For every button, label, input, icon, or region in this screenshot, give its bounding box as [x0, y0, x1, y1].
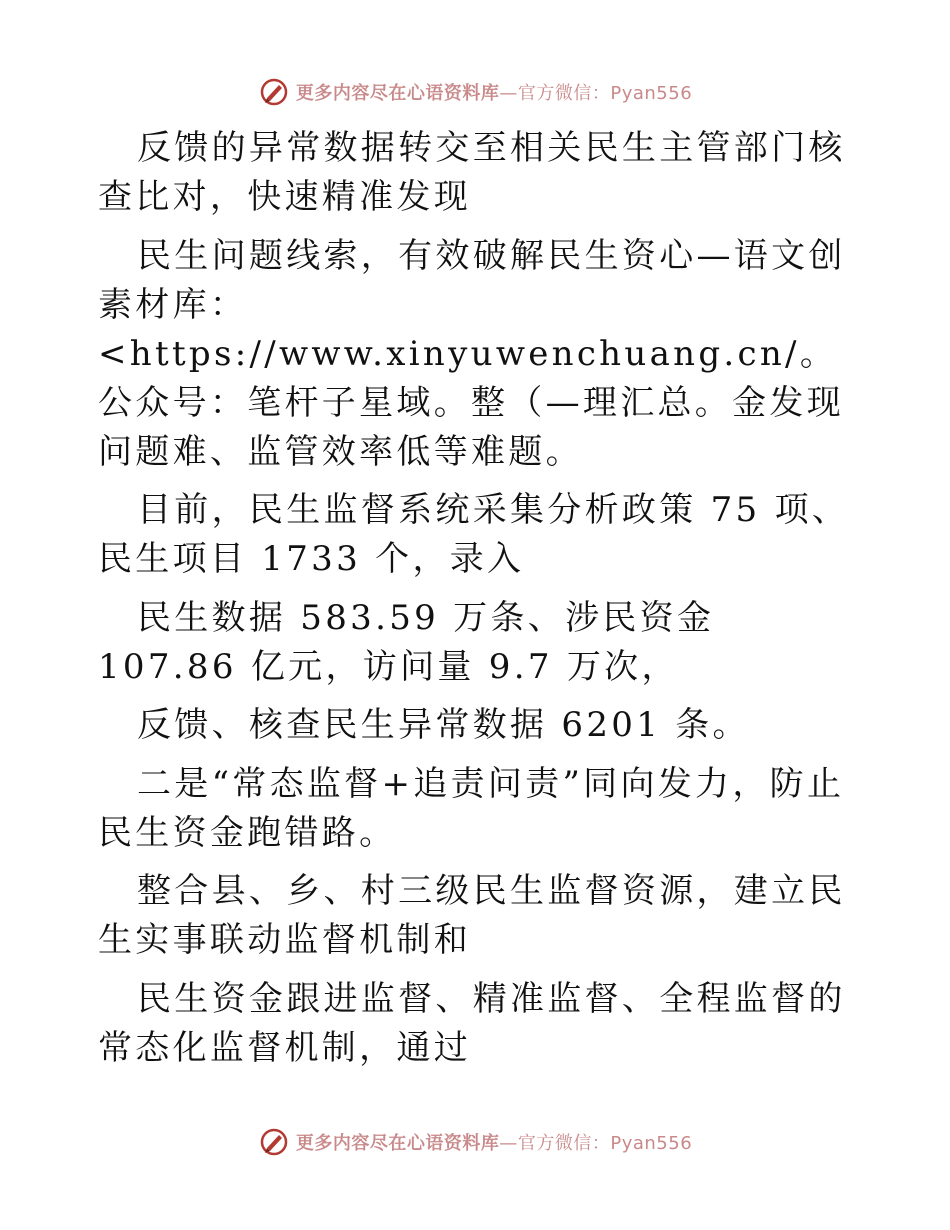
pen-circle-logo-icon: [258, 1126, 290, 1158]
paragraph-1: 反馈的异常数据转交至相关民生主管部门核查比对，快速精准发现: [98, 128, 846, 217]
paragraph-4: 民生数据 583.59 万条、涉民资金 107.86 亿元，访问量 9.7 万次，: [98, 597, 729, 687]
paragraph-6: 二是“常态监督+追责问责”同向发力，防止民生资金跑错路。: [98, 763, 845, 853]
header-banner-right-text: —官方微信：Pyan556: [499, 83, 693, 104]
footer-banner-right-text: —官方微信：Pyan556: [499, 1133, 693, 1154]
paragraph-7: 整合县、乡、村三级民生监督资源，建立民生实事联动监督机制和: [98, 871, 846, 960]
paragraph-3: 目前，民生监督系统采集分析政策 75 项、民生项目 1733 个，录入: [98, 490, 850, 579]
header-banner-left-text: 更多内容尽在心语资料库: [295, 83, 500, 104]
paragraph-5: 反馈、核查民生异常数据 6201 条。: [137, 705, 750, 745]
header-watermark-banner: [0, 72, 950, 112]
paragraph-2: 民生问题线索，有效破解民生资心—语文创素材库：<https://www.xinyuwenchuang.cn/。公众号：笔杆子星域。整（—理汇总。金发现问题难、监管效率低等难题。: [98, 235, 846, 472]
pen-circle-logo-icon: [258, 76, 290, 108]
footer-banner-left-text: 更多内容尽在心语资料库: [295, 1133, 500, 1154]
paragraph-8: 民生资金跟进监督、精准监督、全程监督的常态化监督机制，通过: [98, 978, 846, 1068]
document-body: [98, 124, 858, 1082]
footer-watermark-banner: [0, 1122, 950, 1162]
